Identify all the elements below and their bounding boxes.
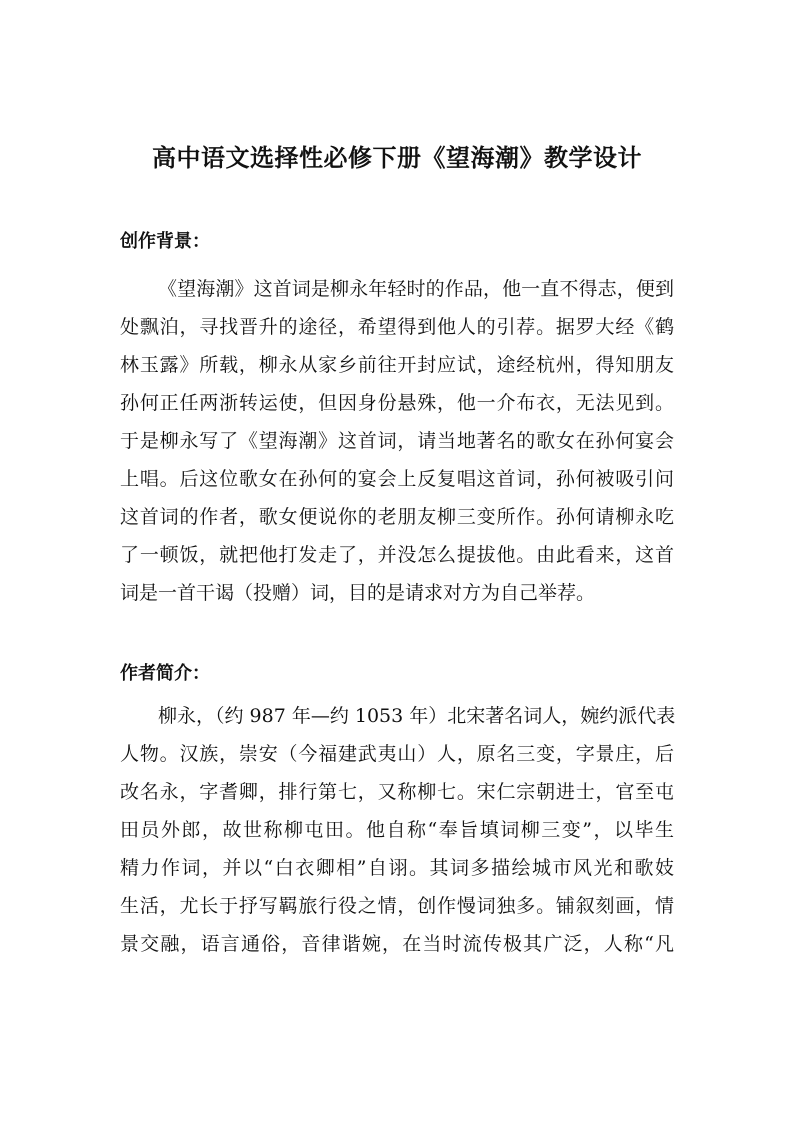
paragraph-line: 这首词的作者，歌女便说你的老朋友柳三变所作。孙何请柳永吃 [120,506,674,528]
paragraph-line: 生活，尤长于抒写羁旅行役之情，创作慢词独多。铺叙刻画，情 [120,895,674,917]
paragraph-line: 精力作词，并以“白衣卿相”自诩。其词多描绘城市风光和歌妓 [120,857,674,879]
paragraph-line: 《望海潮》这首词是柳永年轻时的作品，他一直不得志，便到 [158,278,674,300]
paragraph-background [120,270,674,612]
paragraph-line: 柳永，（约 987 年—约 1053 年）北宋著名词人，婉约派代表 [158,705,676,727]
section-heading-background: 创作背景： [120,231,210,252]
paragraph-line: 林玉露》所载，柳永从家乡前往开封应试，途经杭州，得知朋友 [120,354,674,376]
paragraph-line: 上唱。后这位歌女在孙何的宴会上反复唱这首词，孙何被吸引问 [120,468,674,490]
paragraph-line: 田员外郎，故世称柳屯田。他自称“奉旨填词柳三变”，以毕生 [120,819,674,841]
paragraph-line: 了一顿饭，就把他打发走了，并没怎么提拔他。由此看来，这首 [120,544,674,566]
paragraph-line: 词是一首干谒（投赠）词，目的是请求对方为自己举荐。 [120,582,596,604]
paragraph-line: 人物。汉族，崇安（今福建武夷山）人，原名三变，字景庄，后 [120,743,674,765]
paragraph-author [120,697,674,963]
paragraph-line: 于是柳永写了《望海潮》这首词，请当地著名的歌女在孙何宴会 [120,430,674,452]
document-title: 高中语文选择性必修下册《望海潮》教学设计 [152,143,642,172]
paragraph-line: 景交融，语言通俗，音律谐婉，在当时流传极其广泛，人称“凡 [120,933,674,955]
paragraph-line: 处飘泊，寻找晋升的途径，希望得到他人的引荐。据罗大经《鹤 [120,316,674,338]
section-heading-author: 作者简介： [120,663,210,684]
paragraph-line: 孙何正任两浙转运使，但因身份悬殊，他一介布衣，无法见到。 [120,392,674,414]
paragraph-line: 改名永，字耆卿，排行第七，又称柳七。宋仁宗朝进士，官至屯 [120,781,674,803]
